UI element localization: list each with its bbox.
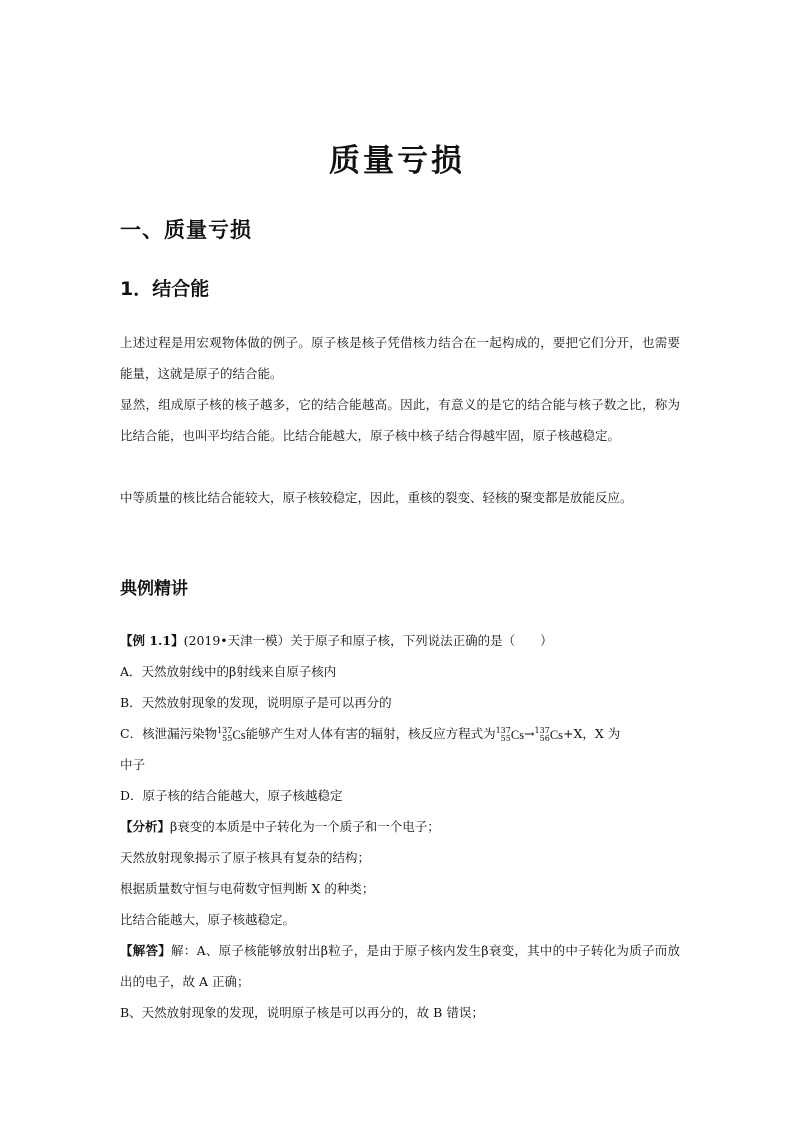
nuclide-symbol: Cs <box>232 727 246 742</box>
nuclide-product <box>535 719 563 751</box>
analysis-label: 【分析】 <box>120 819 171 834</box>
paragraph-binding-energy-intro: 上述过程是用宏观物体做的例子。原子核是核子凭借核力结合在一起构成的，要把它们分开，也需要能量，这就是原子的结合能。 <box>120 335 680 381</box>
nuclide-symbol: Cs <box>549 727 564 742</box>
option-c-before: C．核泄漏污染物 <box>120 726 218 741</box>
solution-paragraph <box>120 935 680 997</box>
nuclide-mass-number: 137 <box>217 726 233 735</box>
analysis-line-1 <box>120 811 680 842</box>
reaction-arrow: → <box>524 726 535 741</box>
subsection-heading-binding-energy: 1．结合能 <box>120 278 210 300</box>
option-c <box>120 718 680 751</box>
option-b: B．天然放射现象的发现，说明原子是可以再分的 <box>120 695 392 710</box>
solution-label: 【解答】 <box>120 943 172 958</box>
page-title: 质量亏损 <box>329 143 465 179</box>
solution-text: 解：A、原子核能够放射出β粒子，是由于原子核内发生β衰变，其中的中子转化为质子而放出的电子，故 A 正确； <box>120 943 680 989</box>
solution-line-b: B、天然放射现象的发现，说明原子核是可以再分的，故 B 错误； <box>120 1005 484 1020</box>
paragraph-medium-mass-nuclei: 中等质量的核比结合能较大，原子核较稳定，因此，重核的裂变、轻核的聚变都是放能反应。 <box>120 490 633 505</box>
nuclide-cs-137 <box>217 719 245 751</box>
example-label: 【例 1.1】 <box>120 633 184 648</box>
analysis-line-2: 天然放射现象揭示了原子核具有复杂的结构； <box>120 850 371 865</box>
section-heading-examples: 典例精讲 <box>120 579 188 599</box>
option-c-continued: 中子 <box>120 757 146 772</box>
example-source: (2019•天津一模）关于原子和原子核，下列说法正确的是（ ） <box>183 633 553 648</box>
analysis-line-4: 比结合能越大，原子核越稳定。 <box>120 912 296 927</box>
example-question <box>120 625 680 656</box>
analysis-line-3: 根据质量数守恒与电荷数守恒判断 X 的种类； <box>120 881 375 896</box>
option-d: D．原子核的结合能越大，原子核越稳定 <box>120 788 343 803</box>
analysis-text: β衰变的本质是中子转化为一个质子和一个电子； <box>170 819 440 834</box>
nuclide-mass-number: 137 <box>534 726 550 735</box>
option-c-after: +X，X 为 <box>563 726 621 741</box>
nuclide-cs-137-reactant <box>496 719 524 751</box>
nuclide-atomic-number: 56 <box>539 734 550 743</box>
paragraph-specific-binding-energy: 显然，组成原子核的核子越多，它的结合能越高。因此，有意义的是它的结合能与核子数之比，称为比结合能，也叫平均结合能。比结合能越大，原子核中核子结合得越牢固，原子核越稳定。 <box>120 397 680 443</box>
nuclide-atomic-number: 55 <box>222 734 233 743</box>
nuclide-symbol: Cs <box>510 727 525 742</box>
option-c-middle: 能够产生对人体有害的辐射，核反应方程式为 <box>245 726 496 741</box>
section-heading-mass-defect: 一、质量亏损 <box>120 217 252 242</box>
nuclide-mass-number: 137 <box>495 726 511 735</box>
option-a: A．天然放射线中的β射线来自原子核内 <box>120 664 337 679</box>
nuclide-atomic-number: 55 <box>500 734 511 743</box>
